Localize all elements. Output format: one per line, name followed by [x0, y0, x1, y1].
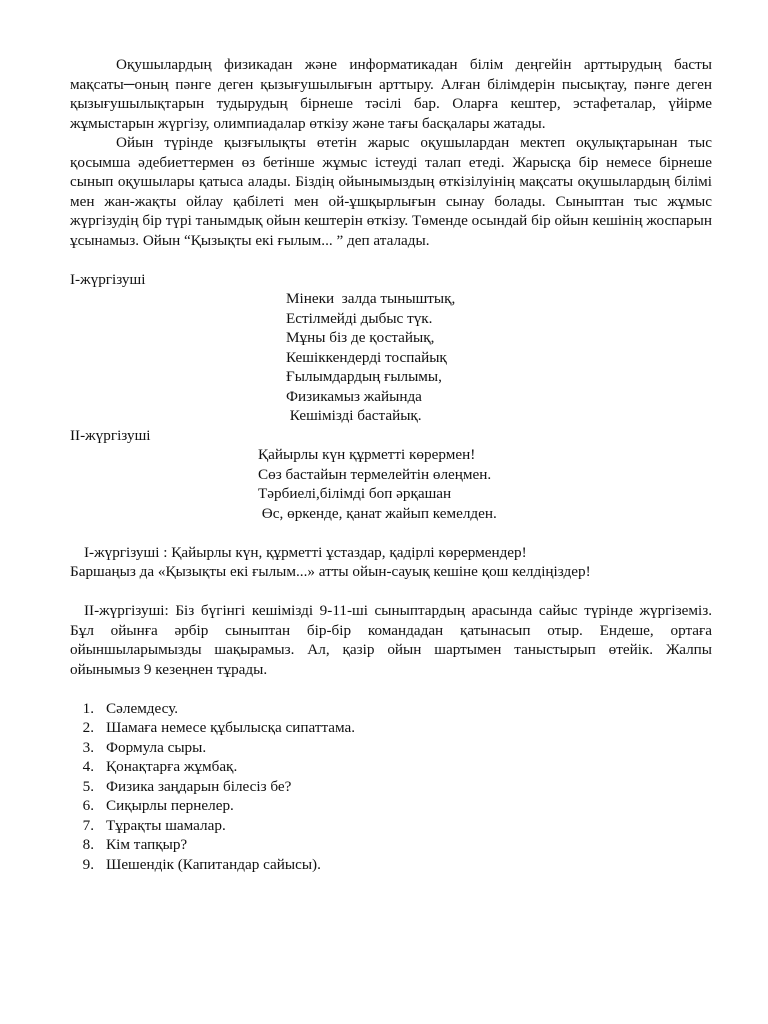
poem-1-line: Кешіккендерді тоспайық	[286, 348, 447, 366]
list-item-number: 9.	[82, 855, 94, 873]
list-item-number: 7.	[82, 816, 94, 834]
poem-2-line: Қайырлы күн құрметті көрермен!	[258, 446, 476, 463]
list-item	[70, 738, 712, 758]
list-item-number: 4.	[82, 758, 94, 775]
document-page	[70, 55, 712, 874]
intro-paragraph-1: Оқушылардың физикадан және информатикадан білім деңгейін арттырудың басты мақсаты─оның пәнге деген қызығушылығын арттыру. Алған білімдерін пысықтау, пәнге деген қызығушылықтарын тудырудың бірнеше тәсілі бар. Оларға кештер, эстафеталар, үйірме жұмыстарын жүргізу, олимпиадалар өткізу және тағы басқалары жатады.	[70, 56, 712, 132]
poem-2-line: Сөз бастайын термелейтін өлеңмен.	[258, 465, 492, 483]
list-item	[70, 718, 712, 738]
poem-2-line: Өс, өркенде, қанат жайып кемелден.	[258, 504, 497, 522]
list-item-text: Формула сыры.	[106, 738, 207, 756]
list-item-text: Кім тапқыр?	[106, 836, 188, 853]
list-item	[70, 757, 712, 777]
list-item-text: Сиқырлы пернелер.	[106, 797, 234, 814]
list-item	[70, 835, 712, 855]
greeting-line-1: I-жүргізуші : Қайырлы күн, құрметті ұстаздар, қадірлі көрермендер!	[84, 543, 527, 561]
speaker-1-label: I-жүргізуші	[70, 270, 146, 288]
intro-paragraph-2: Ойын түрінде қызғылықты өтетін жарыс оқушылардан мектеп оқулықтарынан тыс қосымша әдебиеттермен өз бетінше жұмыс істеуді талап етеді. Жарысқа бір немесе бірнеше сынып оқушылары қатыса алады. Біздің ойынымыздың өткізілуінің мақсаты оқушылардың білімі мен жан-жақты ойлау қабілеті мен ой-ұшқырлығын сынау болады. Сыныптан тыс жұмыс жүргізудің бір түрі танымдық ойын кештерін өткізу. Төменде осындай бір ойын кешінің жоспарын ұсынамыз. Ойын “Қызықты екі ғылым... ” деп аталады.	[70, 134, 712, 249]
list-item-text: Шешендік (Капитандар сайысы).	[106, 855, 321, 873]
list-item	[70, 777, 712, 797]
stages-list	[70, 699, 712, 875]
list-item-number: 6.	[82, 797, 94, 814]
poem-2	[70, 445, 712, 523]
list-item-text: Физика заңдарын білесіз бе?	[106, 777, 292, 795]
list-item	[70, 855, 712, 875]
poem-1-line: Мінеки залда тыныштық,	[286, 290, 456, 307]
poem-1-line: Естілмейді дыбыс түк.	[286, 309, 433, 327]
poem-1-line: Ғылымдардың ғылымы,	[286, 368, 442, 385]
list-item	[70, 816, 712, 836]
list-item-number: 3.	[82, 738, 94, 756]
list-item	[70, 699, 712, 719]
poem-1	[70, 289, 712, 426]
list-item-text: Қонақтарға жұмбақ.	[106, 758, 238, 775]
poem-1-line: Кешімізді бастайық.	[286, 407, 422, 424]
list-item-text: Сәлемдесу.	[106, 699, 179, 717]
list-item-number: 2.	[82, 719, 94, 736]
speaker-2-label: II-жүргізуші	[70, 426, 151, 444]
poem-1-line: Физикамыз жайында	[286, 387, 422, 405]
list-item-text: Тұрақты шамалар.	[106, 816, 226, 834]
list-item	[70, 796, 712, 816]
poem-1-line: Мұны біз де қостайық,	[286, 329, 435, 346]
list-item-number: 8.	[82, 836, 94, 853]
list-item-number: 1.	[82, 699, 94, 717]
poem-2-line: Тәрбиелі,білімді боп әрқашан	[258, 485, 452, 502]
greeting-line-2: Баршаңыз да «Қызықты екі ғылым...» атты ойын-сауық кешіне қош келдіңіздер!	[70, 563, 591, 580]
list-item-text: Шамаға немесе құбылысқа сипаттама.	[106, 719, 356, 736]
rules-paragraph: II-жүргізуші: Біз бүгінгі кешімізді 9-11-ші сыныптардың арасында сайыс түрінде жүргіземіз. Бұл ойынға әрбір сыныптан бір-бір командадан қатынасып отыр. Ендеше, ортаға ойыншыларымызды шақырамыз. Ал, қазір ойын шартымен таныстырып өтейік. Жалпы ойынымыз 9 кезеңнен тұрады.	[70, 602, 712, 678]
list-item-number: 5.	[82, 777, 94, 795]
